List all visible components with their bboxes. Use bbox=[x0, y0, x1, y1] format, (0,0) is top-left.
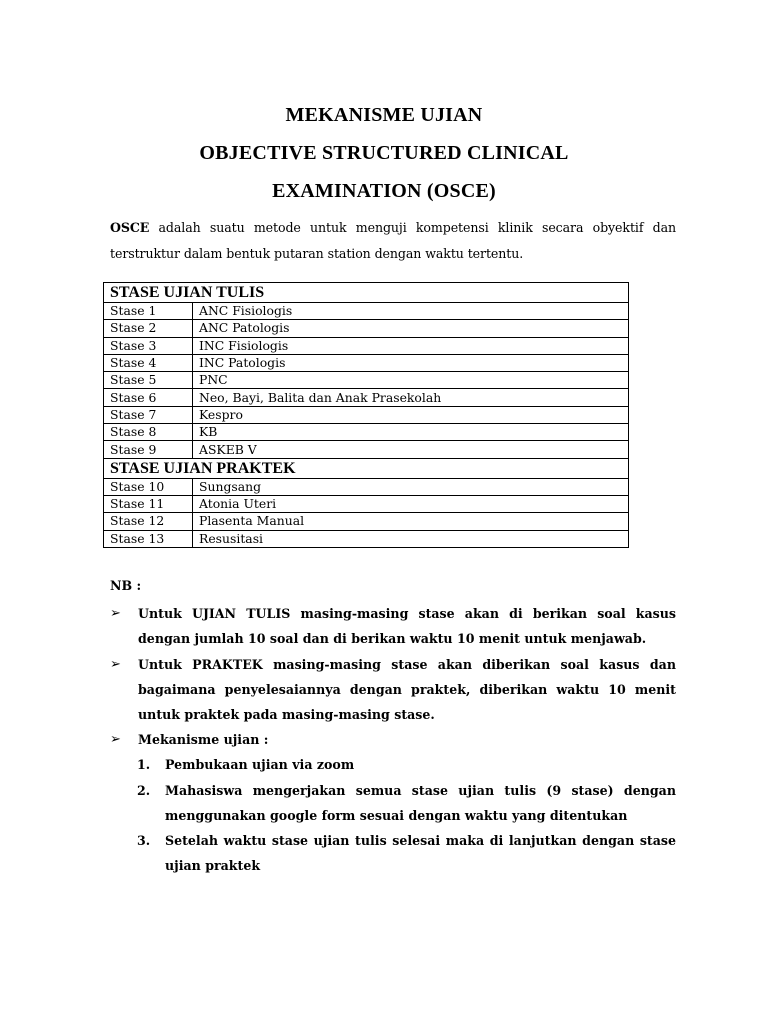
stase-name: Kespro bbox=[193, 406, 629, 423]
stase-name: Resusitasi bbox=[193, 530, 629, 547]
stase-name: Plasenta Manual bbox=[193, 513, 629, 530]
stase-name: ASKEB V bbox=[193, 441, 629, 458]
stase-number: Stase 10 bbox=[104, 478, 193, 495]
table-row bbox=[104, 441, 629, 458]
stase-number: Stase 3 bbox=[104, 337, 193, 354]
table-section-header bbox=[104, 458, 629, 478]
note-text: Untuk PRAKTEK masing-masing stase akan diberikan soal kasus dan bagaimana penyelesaiannya dengan praktek, diberikan waktu 10 menit untuk praktek pada masing-masing stase. bbox=[138, 657, 676, 722]
numbered-step bbox=[137, 778, 676, 828]
section-header-tulis: STASE UJIAN TULIS bbox=[104, 283, 629, 303]
stase-name: INC Patologis bbox=[193, 354, 629, 371]
step-text: Mahasiswa mengerjakan semua stase ujian tulis (9 stase) dengan menggunakan google form sesuai dengan waktu yang ditentukan bbox=[165, 783, 676, 823]
arrow-bullet-icon: ➢ bbox=[110, 606, 121, 621]
table-row bbox=[104, 389, 629, 406]
title-line-2: OBJECTIVE STRUCTURED CLINICAL bbox=[199, 142, 569, 164]
step-number: 2. bbox=[137, 783, 151, 798]
step-number: 1. bbox=[137, 757, 151, 772]
intro-paragraph bbox=[110, 215, 676, 267]
note-bullet bbox=[110, 652, 676, 727]
table-row bbox=[104, 406, 629, 423]
stase-name: KB bbox=[193, 424, 629, 441]
stase-number: Stase 1 bbox=[104, 303, 193, 320]
table-row bbox=[104, 530, 629, 547]
note-bullet bbox=[110, 727, 676, 752]
stase-name: Sungsang bbox=[193, 478, 629, 495]
stase-number: Stase 9 bbox=[104, 441, 193, 458]
table-row bbox=[104, 513, 629, 530]
table-row bbox=[104, 354, 629, 371]
note-bullet bbox=[110, 601, 676, 651]
stase-number: Stase 11 bbox=[104, 495, 193, 512]
stase-number: Stase 8 bbox=[104, 424, 193, 441]
stase-name: Atonia Uteri bbox=[193, 495, 629, 512]
stase-name: ANC Patologis bbox=[193, 320, 629, 337]
stase-name: INC Fisiologis bbox=[193, 337, 629, 354]
table-row bbox=[104, 478, 629, 495]
table-row bbox=[104, 337, 629, 354]
stase-name: PNC bbox=[193, 372, 629, 389]
table-row bbox=[104, 372, 629, 389]
title-line-3: EXAMINATION (OSCE) bbox=[272, 180, 496, 202]
stase-table bbox=[103, 282, 629, 548]
table-row bbox=[104, 320, 629, 337]
table-row bbox=[104, 424, 629, 441]
stase-name: Neo, Bayi, Balita dan Anak Prasekolah bbox=[193, 389, 629, 406]
step-text: Pembukaan ujian via zoom bbox=[165, 757, 355, 772]
stase-number: Stase 12 bbox=[104, 513, 193, 530]
arrow-bullet-icon: ➢ bbox=[110, 732, 121, 747]
table-row bbox=[104, 495, 629, 512]
intro-text: adalah suatu metode untuk menguji kompetensi klinik secara obyektif dan terstruktur dalam bentuk putaran station dengan waktu tertentu. bbox=[110, 220, 676, 261]
section-header-praktek: STASE UJIAN PRAKTEK bbox=[104, 458, 629, 478]
stase-number: Stase 2 bbox=[104, 320, 193, 337]
stase-number: Stase 6 bbox=[104, 389, 193, 406]
numbered-step bbox=[137, 828, 676, 878]
table-section-header bbox=[104, 283, 629, 303]
note-text: Untuk UJIAN TULIS masing-masing stase akan di berikan soal kasus dengan jumlah 10 soal dan di berikan waktu 10 menit untuk menjawab. bbox=[138, 606, 676, 646]
stase-name: ANC Fisiologis bbox=[193, 303, 629, 320]
arrow-bullet-icon: ➢ bbox=[110, 657, 121, 672]
notes-label: NB : bbox=[110, 578, 142, 593]
intro-term: OSCE bbox=[110, 220, 150, 235]
title-line-1: MEKANISME UJIAN bbox=[285, 104, 483, 126]
step-text: Setelah waktu stase ujian tulis selesai maka di lanjutkan dengan stase ujian praktek bbox=[165, 833, 676, 873]
stase-number: Stase 7 bbox=[104, 406, 193, 423]
step-number: 3. bbox=[137, 833, 151, 848]
stase-number: Stase 13 bbox=[104, 530, 193, 547]
numbered-step bbox=[137, 752, 676, 777]
stase-number: Stase 4 bbox=[104, 354, 193, 371]
table-row bbox=[104, 303, 629, 320]
note-text: Mekanisme ujian : bbox=[138, 732, 269, 747]
stase-number: Stase 5 bbox=[104, 372, 193, 389]
